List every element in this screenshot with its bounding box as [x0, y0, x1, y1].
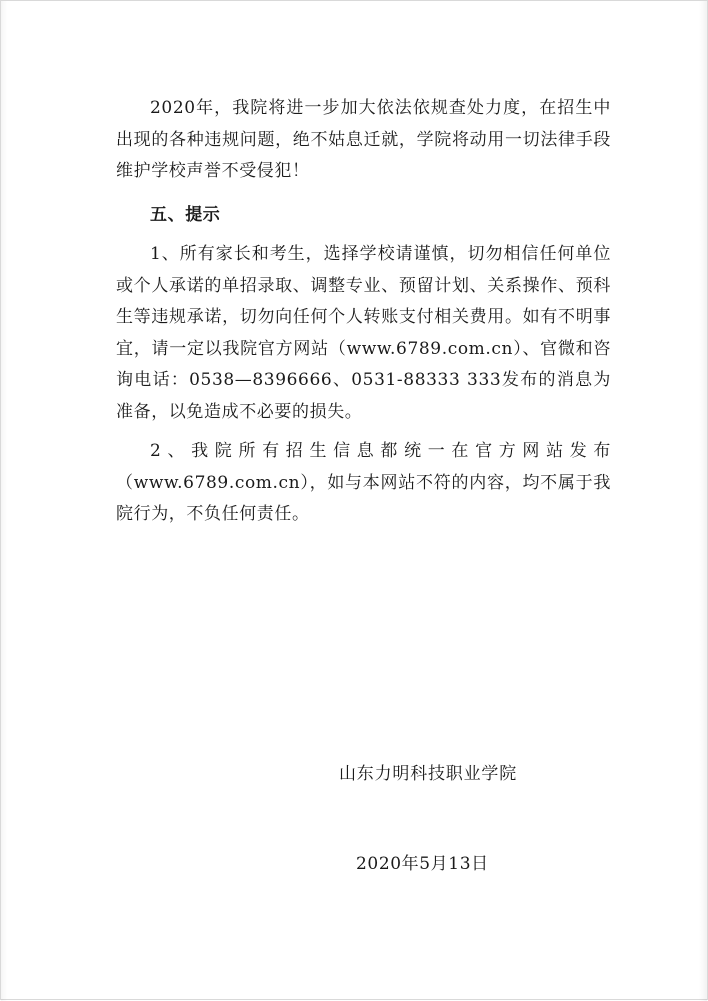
- section-heading-tips: 五、提示: [150, 204, 221, 225]
- tip-item-2: 2、我院所有招生信息都统一在官方网站发布（www.6789.com.cn），如与本网站不符的内容，均不属于我院行为，不负任何责任。: [116, 441, 611, 524]
- document-body: [116, 93, 611, 531]
- paragraph-enforcement: 2020年，我院将进一步加大依法依规查处力度，在招生中出现的各种违规问题，绝不姑息迁就，学院将动用一切法律手段维护学校声誉不受侵犯！: [116, 98, 611, 181]
- signature-date: 2020年5月13日: [356, 854, 489, 874]
- signature-institution: 山东力明科技职业学院: [339, 764, 517, 784]
- page-edge-shadow-left: [1, 1, 7, 1001]
- page-edge-shadow-right: [699, 1, 707, 1001]
- tip-item-1: 1、所有家长和考生，选择学校请谨慎，切勿相信任何单位或个人承诺的单招录取、调整专业、预留计划、关系操作、预科生等违规承诺，切勿向任何个人转账支付相关费用。如有不明事宜，请一定以我院官方网站（www.6789.com.cn）、官微和咨询电话：0538—8396666、0531-88333 333发布的消息为准备，以免造成不必要的损失。: [116, 244, 611, 422]
